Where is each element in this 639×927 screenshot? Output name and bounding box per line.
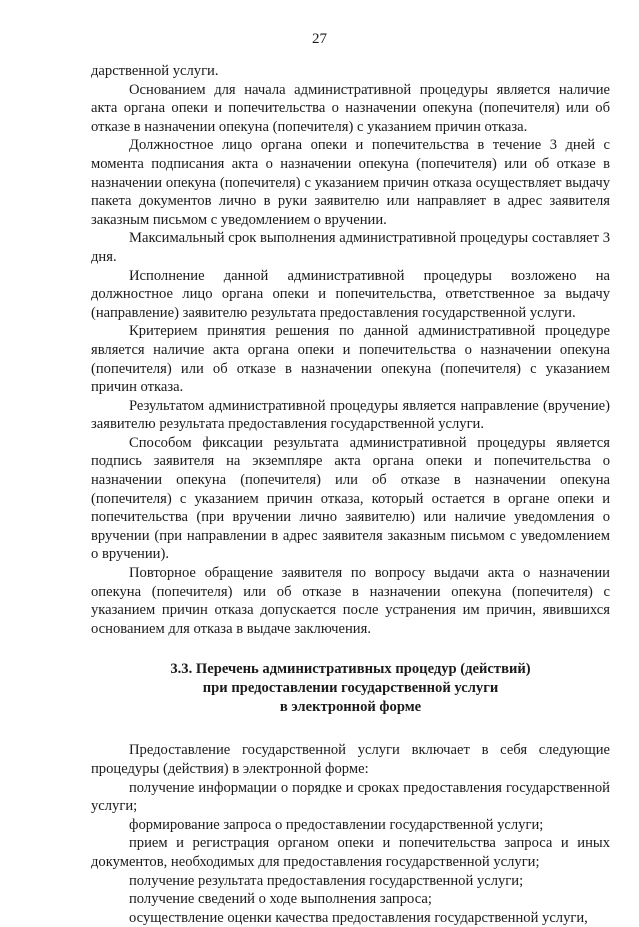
section-heading-line: 3.3. Перечень административных процедур (действий) xyxy=(170,661,531,678)
paragraphs-top xyxy=(91,62,610,638)
paragraph: Исполнение данной административной процедуры возложено на должностное лицо органа опеки и попечительства, ответственное за выдачу (направление) заявителю результата предоставления государственной услуги. xyxy=(91,267,610,321)
paragraph: получение результата предоставления государственной услуги; xyxy=(129,872,524,889)
section-heading-line: в электронной форме xyxy=(279,699,422,716)
paragraph: Должностное лицо органа опеки и попечительства в течение 3 дней с момента подписания акта о назначении опекуна (попечителя) или об отказе в назначении опекуна (попечителя) с указанием причин отказа осуществляет выдачу пакета документов лично в руки заявителю или направляет в адрес заявителя заказным письмом с уведомлением о вручении. xyxy=(91,137,610,228)
paragraph: Предоставление государственной услуги включает в себя следующие процедуры (действия) в электронной форме: xyxy=(91,742,610,777)
paragraph: Критерием принятия решения по данной административной процедуре является наличие акта органа опеки и попечительства о назначении опекуна (попечителя) или об отказе в назначении опекуна (попечителя) с указанием причин отказа. xyxy=(91,323,610,396)
paragraph: дарственной услуги. xyxy=(91,63,219,79)
section-heading xyxy=(91,660,610,717)
paragraph: получение сведений о ходе выполнения запроса; xyxy=(129,891,432,908)
page-number: 27 xyxy=(312,31,327,47)
paragraph: формирование запроса о предоставлении государственной услуги; xyxy=(129,816,544,833)
paragraph: Основанием для начала административной процедуры является наличие акта органа опеки и попечительства о назначении опекуна (попечителя) или об отказе в назначении опекуна (попечителя) с указанием причин отказа. xyxy=(91,81,610,135)
paragraph: осуществление оценки качества предоставления государственной услуги, xyxy=(129,909,588,926)
paragraph: прием и регистрация органом опеки и попечительства запроса и иных документов, необходимых для предоставления государственной услуги; xyxy=(91,835,610,870)
paragraph: Способом фиксации результата административной процедуры является подпись заявителя на экземпляре акта органа опеки и попечительства о назначении опекуна (попечителя) или об отказе в назначении опекуна (попечителя) с указанием причин отказа, который остается в органе опеки и попечительства (при вручении лично заявителю) или наличие уведомления о вручении (при направлении в адрес заявителя заказным письмом с уведомлением о вручении). xyxy=(91,434,610,563)
paragraphs-bottom xyxy=(91,741,610,927)
section-heading-line: при предоставлении государственной услуги xyxy=(202,680,499,697)
paragraph: Результатом административной процедуры является направление (вручение) заявителю результата предоставления государственной услуги. xyxy=(91,397,610,433)
paragraph: получение информации о порядке и сроках предоставления государственной услуги; xyxy=(91,779,610,815)
paragraph: Максимальный срок выполнения административной процедуры составляет 3 дня. xyxy=(91,230,610,265)
paragraph: Повторное обращение заявителя по вопросу выдачи акта о назначении опекуна (попечителя) или об отказе в назначении опекуна (попечителя) с указанием причин отказа допускается после устранения им причин, явившихся основанием для отказа в выдаче заключения. xyxy=(91,565,610,637)
document-body xyxy=(91,62,610,927)
